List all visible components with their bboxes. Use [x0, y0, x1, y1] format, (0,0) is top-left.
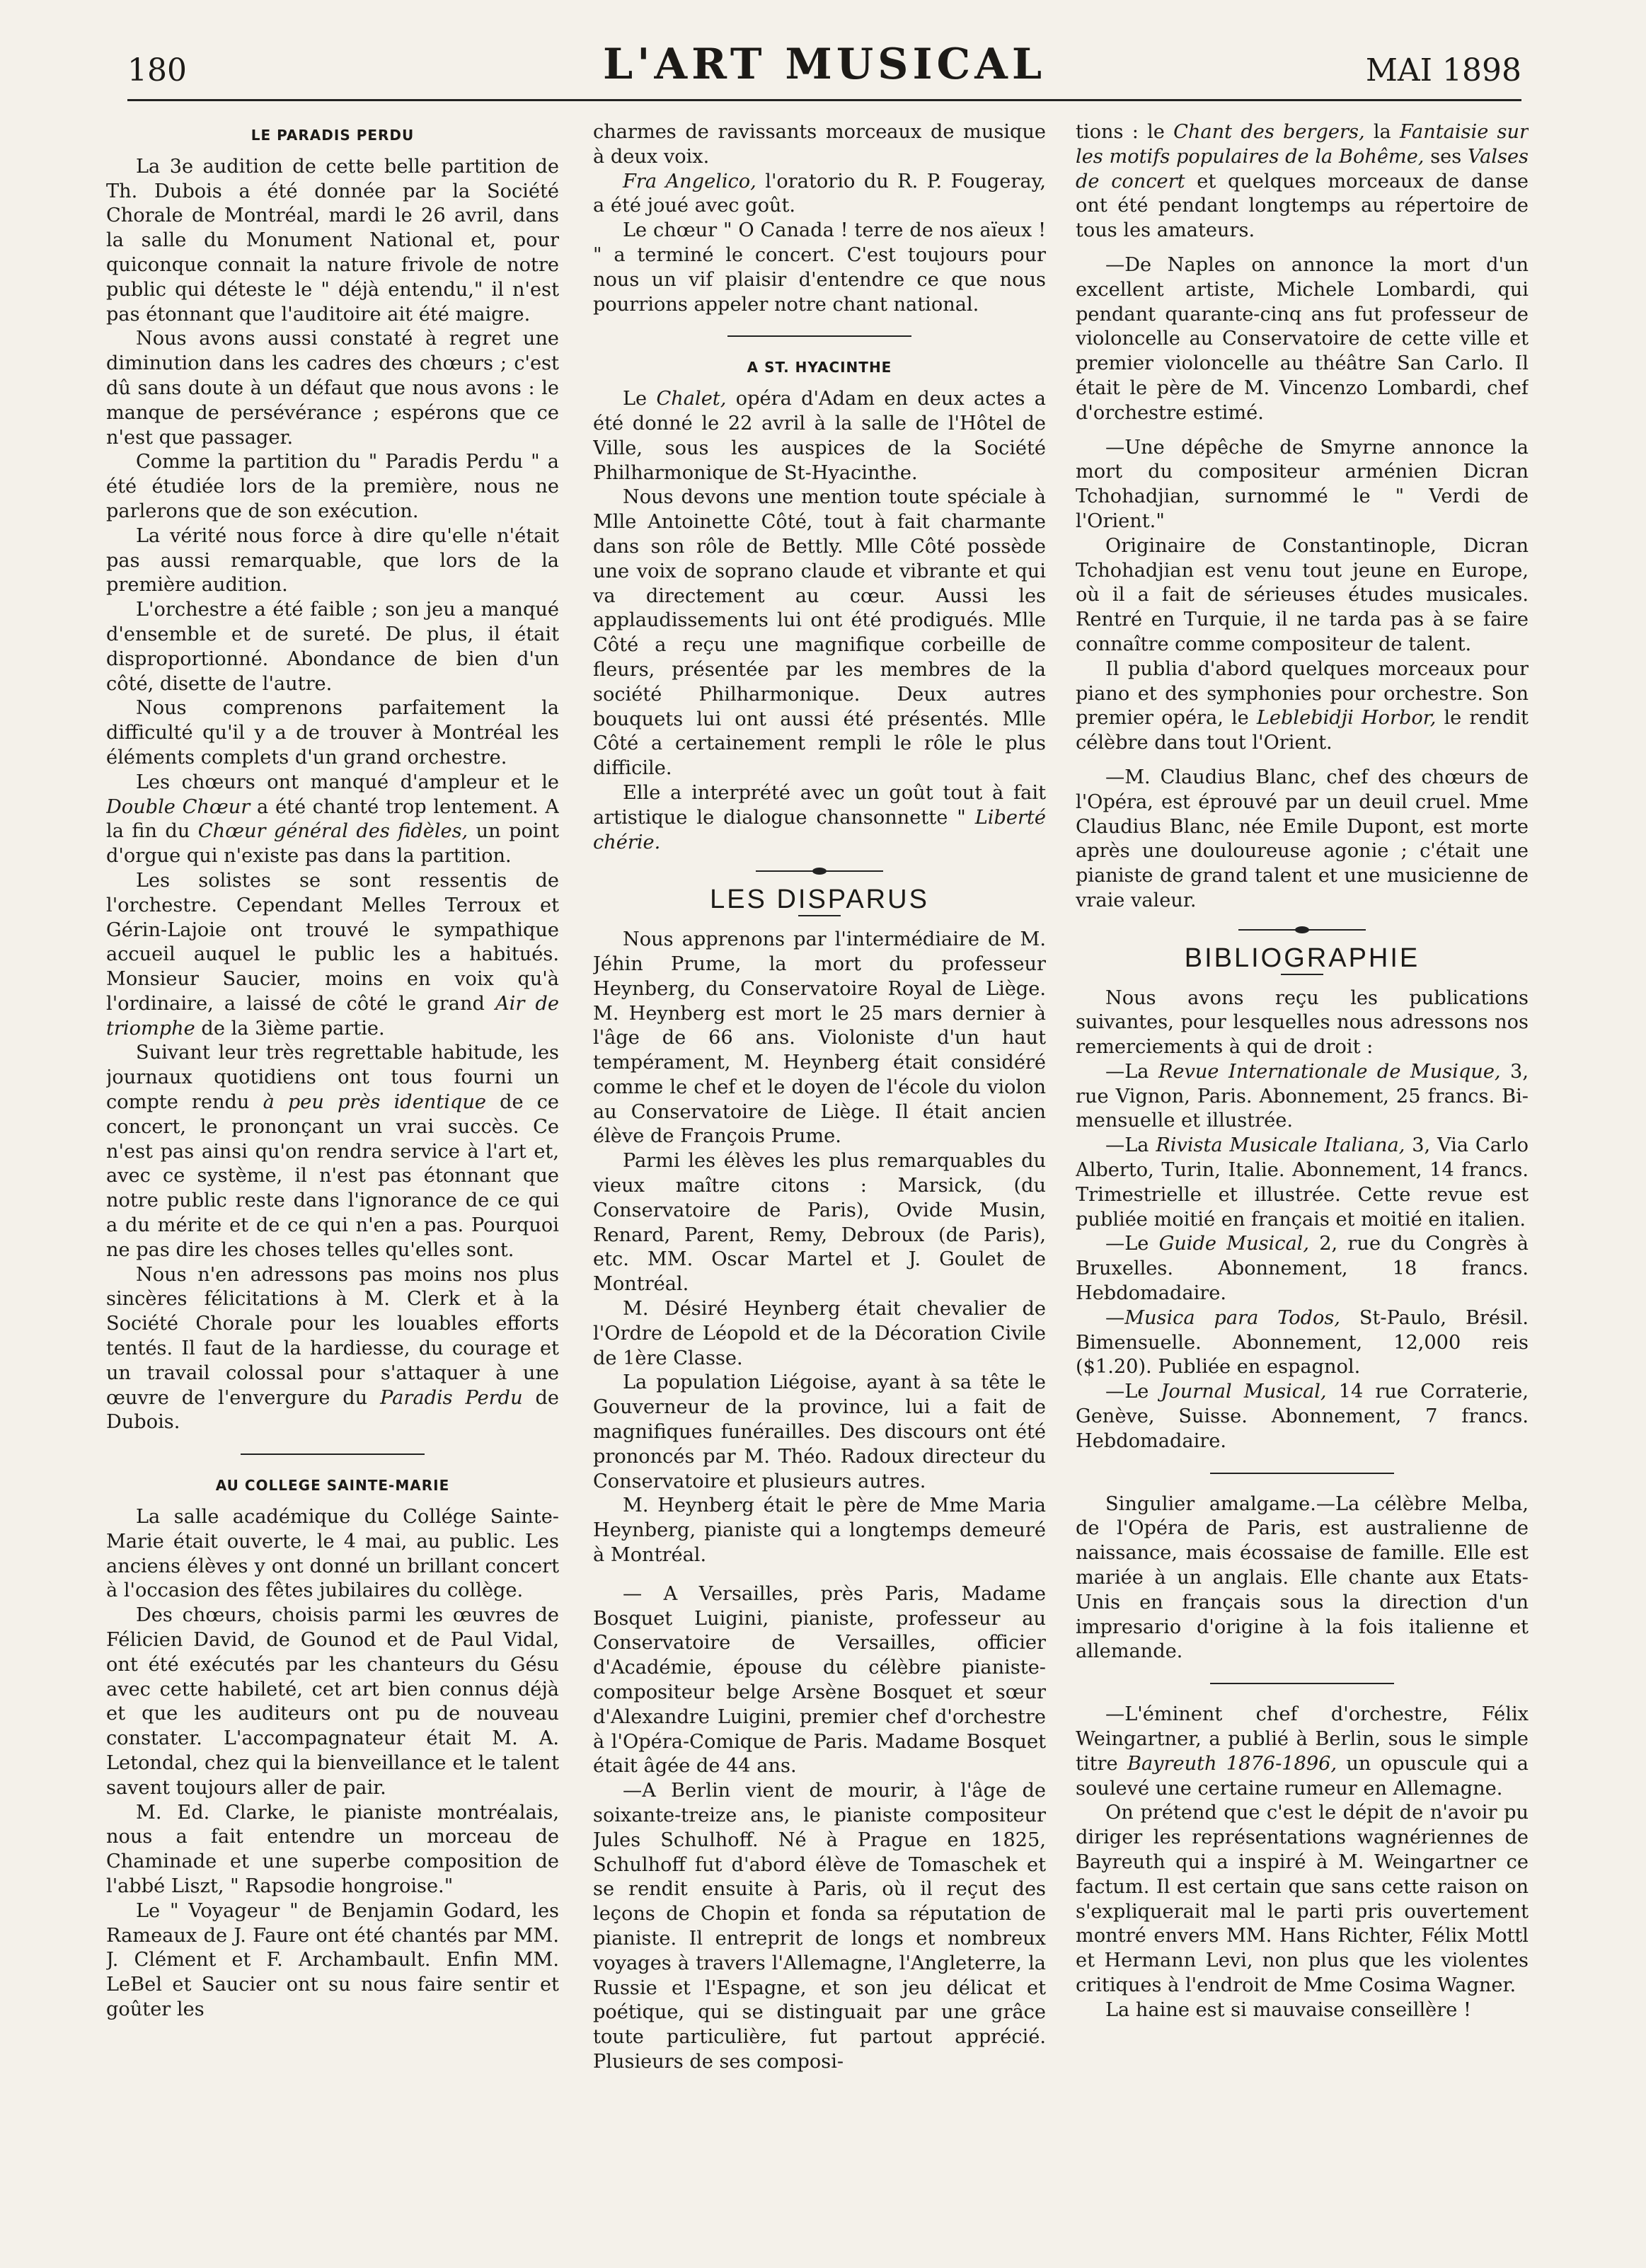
italic-run: Chant des bergers,: [1173, 121, 1365, 143]
paragraph: [593, 170, 1046, 219]
text-run: Les solistes se sont ressentis de l'orchestre. Cependant Melles Terroux et Gérin-Lajoie ont trouvé le sympathique accueil auquel le public les a habitués. Monsieur Saucier, moins en voix qu'à l'ordinaire, a laissé de côté le grand: [106, 869, 559, 1015]
text-run: Les chœurs ont manqué d'ampleur et le: [136, 771, 559, 793]
section-title-paradis-perdu: LE PARADIS PERDU: [251, 127, 415, 144]
italic-run: à peu près identique: [263, 1091, 486, 1114]
section-title-college-sainte-marie: AU COLLEGE SAINTE-MARIE: [215, 1477, 450, 1495]
italic-run: Double Chœur: [106, 795, 251, 818]
page-header: [127, 40, 1521, 103]
text-run: —L'éminent chef d'orchestre, Félix Weingartner, a publié à Berlin, sous le simple titre: [1076, 1703, 1529, 1775]
paragraph: [1076, 1060, 1529, 1134]
italic-run: Guide Musical,: [1158, 1233, 1310, 1255]
text-run: 3, rue Vignon, Paris. Abonnement, 25 francs. Bi-mensuelle et illustrée.: [1076, 1060, 1529, 1132]
paragraph: Nous devons une mention toute spéciale à Mlle Antoinette Côté, tout à fait charmante dans son rôle de Bettly. Mlle Côté possède une voix de soprano claude et vibrante et qui va directement au cœur. Aussi les applaudissements lui ont été prodigués. Mlle Côté a reçu une magnifique corbeille de fleurs, présentée par les membres de la société Philharmonique. Deux autres bouquets lui ont aussi été présentés. Mlle Côté a certainement rempli le rôle le plus difficile.: [593, 486, 1046, 780]
text-run: un point d'orgue qui n'existe pas dans la partition.: [106, 820, 559, 868]
column-2: [593, 120, 1046, 2236]
italic-run: Air de triomphe: [106, 992, 559, 1040]
paragraph: Comme la partition du " Paradis Perdu " a été étudiée lors de la première, nous ne parlerons que de son exécution.: [106, 451, 559, 522]
italic-run: Fra Angelico,: [623, 170, 756, 192]
text-run: le rendit célèbre dans tout l'Orient.: [1076, 707, 1529, 754]
paragraph: Le " Voyageur " de Benjamin Godard, les Rameaux de J. Faure ont été chantés par MM. J. Clément et F. Archambault. Enfin MM. LeBel et Saucier ont su nous faire sentir et goûter les: [106, 1899, 559, 2020]
text-run: ses: [1424, 145, 1468, 168]
paragraph: —M. Claudius Blanc, chef des chœurs de l'Opéra, est éprouvé par un deuil cruel. Mme Claudius Blanc, née Emile Dupont, est morte après une douloureuse agonie ; c'était une pianiste de grand talent et une musicienne de vraie valeur.: [1076, 766, 1529, 911]
paragraph: M. Ed. Clarke, le pianiste montréalais, nous a fait entendre un morceau de Chaminade et une superbe composition de l'abbé Liszt, " Rapsodie hongroise.": [106, 1801, 559, 1897]
italic-run: Leblebidji Horbor,: [1256, 707, 1437, 730]
paragraph: [1076, 120, 1529, 243]
paragraph: L'orchestre a été faible ; son jeu a manqué d'ensemble et de sureté. De plus, il était disproportionné. Abondance de bien d'un côté, disette de l'autre.: [106, 599, 559, 695]
paragraph: Nous avons aussi constaté à regret une diminution dans les cadres des chœurs ; c'est dû sans doute à un défaut que nous avons : le manque de persévérance ; espérons que ce n'est que passager.: [106, 328, 559, 449]
paragraph: charmes de ravissants morceaux de musique à deux voix.: [593, 121, 1046, 168]
paragraph: Nous avons reçu les publications suivantes, pour lesquelles nous adressons nos remerciements à qui de droit :: [1076, 986, 1529, 1059]
issue-date: MAI 1898: [1365, 52, 1521, 88]
paragraph: [1076, 657, 1529, 756]
text-run: Il publia d'abord quelques morceaux pour piano et des symphonies pour orchestre. Son premier opéra, le: [1076, 657, 1529, 730]
paragraph: Des chœurs, choisis parmi les œuvres de Félicien David, de Gounod et de Paul Vidal, ont été exécutés par les chanteurs du Gésu avec cette habileté, cet art bien connus déjà et que les auditeurs ont pu de nouveau constater. L'accompagnateur était M. A. Letondal, chez qui la bienveillance et le talent savent toujours aller de pair.: [106, 1604, 559, 1799]
paragraph: [1076, 1380, 1529, 1454]
italic-run: Liberté chérie.: [593, 806, 1046, 853]
text-run: tions : le: [1076, 121, 1174, 143]
paragraph: La population Liégoise, ayant à sa tête le Gouverneur de la province, lui a fait de magnifiques funérailles. Des discours ont été prononcés par M. Théo. Radoux directeur du Conservatoire et plusieurs autres.: [593, 1371, 1046, 1492]
text-run: la: [1364, 121, 1400, 143]
paragraph: [1076, 1703, 1529, 1801]
paragraph: [106, 869, 559, 1042]
section-divider: [727, 335, 911, 337]
section-divider: [1210, 1683, 1394, 1684]
text-run: de ce concert, le prononçant un vrai succès. Ce n'est pas ainsi qu'on rendra service à l'art et, avec ce système, il n'est pas étonnant que notre public reste dans l'ignorance de ce qui a du mérite et de ce qui n'en a pas. Pourquoi ne pas dire les choses telles qu'elles sont.: [106, 1091, 559, 1261]
paragraph: La 3e audition de cette belle partition de Th. Dubois a été donnée par la Société Chorale de Montréal, mardi le 26 avril, dans la salle du Monument National et, pour quiconque connait la nature frivole de notre public qui déteste le " déjà entendu," il n'est pas étonnant que l'auditoire ait été maigre.: [106, 155, 559, 326]
italic-run: Fantaisie sur les motifs populaires de la Bohême,: [1076, 121, 1529, 168]
paragraph: [1076, 1134, 1529, 1232]
text-run: —La: [1105, 1134, 1156, 1157]
text-run: 3, Via Carlo Alberto, Turin, Italie. Abonnement, 14 francs. Trimestrielle et illustrée. Cette revue est publiée moitié en français et moitié en italien.: [1076, 1134, 1529, 1231]
paragraph: Singulier amalgame.—La célèbre Melba, de l'Opéra de Paris, est australienne de naissance, mais écossaise de famille. Elle est mariée à un anglais. Elle chante aux Etats-Unis en français sous la direction d'un impresario d'origine à la fois italienne et allemande.: [1076, 1492, 1529, 1663]
section-title-st-hyacinthe: A ST. HYACINTHE: [747, 359, 892, 376]
paragraph: La salle académique du Collége Sainte-Marie était ouverte, le 4 mai, au public. Les anciens élèves y ont donné un brillant concert à l'occasion des fêtes jubilaires du collège.: [106, 1506, 559, 1602]
text-run: un opuscule qui a soulevé une certaine rumeur en Allemagne.: [1076, 1752, 1529, 1800]
paragraph: [593, 781, 1046, 855]
text-run: Nous n'en adressons pas moins nos plus sincères félicitations à M. Clerk et à la Société Chorale pour les louables efforts tentés. Il faut de la hardiesse, du courage et un travail colossal pour s'attaquer à une œuvre de l'envergure du: [106, 1263, 559, 1409]
text-run: l'oratorio du R. P. Fougeray, a été joué avec goût.: [593, 170, 1046, 217]
text-run: de la 3ième partie.: [195, 1017, 385, 1040]
paragraph: Nous apprenons par l'intermédiaire de M. Jéhin Prume, la mort du professeur Heynberg, du Conservatoire Royal de Liège. M. Heynberg est mort le 25 mars dernier à l'âge de 66 ans. Violoniste d'un haut tempérament, M. Heynberg était considéré comme le chef et le doyen de l'école du violon au Conservatoire de Liège. Il était ancien élève de François Prume.: [593, 928, 1046, 1148]
paragraph: — A Versailles, près Paris, Madame Bosquet Luigini, pianiste, professeur au Conservatoire de Versailles, officier d'Académie, épouse du célèbre pianiste-compositeur belge Arsène Bosquet et sœur d'Alexandre Luigini, premier chef d'orchestre à l'Opéra-Comique de Paris. Madame Bosquet était âgée de 44 ans.: [593, 1582, 1046, 1778]
paragraph: La haine est si mauvaise conseillère !: [1105, 1998, 1471, 2021]
text-run: —: [1105, 1306, 1125, 1329]
title-underline: [1281, 974, 1323, 975]
text-run: Le: [623, 388, 657, 410]
paragraph: M. Heynberg était le père de Mme Maria Heynberg, pianiste qui a longtemps demeuré à Montréal.: [593, 1495, 1046, 1567]
ornamental-divider: [1238, 929, 1366, 931]
section-title-les-disparus: LES DISPARUS: [710, 885, 929, 915]
text-run: et quelques morceaux de danse ont été pendant longtemps au répertoire de tous les amateurs.: [1076, 170, 1529, 242]
title-underline: [798, 915, 841, 916]
section-divider: [241, 1454, 425, 1455]
italic-run: Rivista Musicale Italiana,: [1156, 1134, 1405, 1157]
paragraph: Originaire de Constantinople, Dicran Tchohadjian est venu tout jeune en Europe, où il a fait de sérieuses études musicales. Rentré en Turquie, il ne tarda pas à se faire connaître comme compositeur de talent.: [1076, 534, 1529, 655]
text-run: Suivant leur très regrettable habitude, les journaux quotidiens ont tous fourni un compte rendu: [106, 1042, 559, 1114]
paragraph: [1076, 1306, 1529, 1380]
text-run: St-Paulo, Brésil. Bimensuelle. Abonnement, 12,000 reis ($1.20). Publiée en espagnol.: [1076, 1306, 1529, 1378]
italic-run: Journal Musical,: [1161, 1381, 1327, 1403]
italic-run: Paradis Perdu: [380, 1386, 523, 1409]
text-run: 2, rue du Congrès à Bruxelles. Abonnement, 18 francs. Hebdomadaire.: [1076, 1233, 1529, 1305]
text-run: opéra d'Adam en deux actes a été donné le 22 avril à la salle de l'Hôtel de Ville, sous les auspices de la Société Philharmonique de St-Hyacinthe.: [593, 388, 1046, 484]
paragraph: —A Berlin vient de mourir, à l'âge de soixante-treize ans, le pianiste compositeur Jules Schulhoff. Né à Prague en 1825, Schulhoff fut d'abord élève de Tomaschek et se rendit ensuite à Paris, où il reçut des leçons de Chopin et fonda sa réputation de pianiste. Il entreprit de longs et nombreux voyages à travers l'Allemagne, l'Angleterre, la Russie et l'Espagne, et son jeu délicat et poétique, qui se distinguait par une grâce toute particulière, fut partout apprécié. Plusieurs de ses composi-: [593, 1780, 1046, 2073]
italic-run: Chalet,: [656, 388, 727, 410]
paragraph: [593, 387, 1046, 485]
paragraph: [106, 1041, 559, 1262]
paragraph: La vérité nous force à dire qu'elle n'était pas aussi remarquable, que lors de la première audition.: [106, 524, 559, 597]
italic-run: Musica para Todos,: [1124, 1306, 1340, 1329]
text-run: Elle a interprété avec un goût tout à fait artistique le dialogue chansonnette ": [593, 781, 1046, 829]
paragraph: On prétend que c'est le dépit de n'avoir pu diriger les représentations wagnériennes de Bayreuth qui a inspiré à M. Weingartner ce factum. Il est certain que sans cette raison on s'expliquerait mal le parti pris ouvertement montré envers MM. Hans Richter, Félix Mottl et Hermann Levi, non plus que les violentes critiques à l'endroit de Mme Cosima Wagner.: [1076, 1802, 1529, 1996]
text-run: —Le: [1105, 1381, 1161, 1403]
paragraph: [106, 1263, 559, 1436]
paragraph: [106, 771, 559, 869]
paragraph: [1076, 1232, 1529, 1306]
section-divider: [1210, 1473, 1394, 1474]
column-3: [1076, 120, 1529, 2236]
text-run: —Le: [1105, 1233, 1159, 1255]
header-rule: [127, 99, 1521, 101]
text-run: 14 rue Corraterie, Genève, Suisse. Abonnement, 7 francs. Hebdomadaire.: [1076, 1381, 1529, 1452]
ornamental-divider: [756, 870, 883, 872]
italic-run: Bayreuth 1876-1896,: [1127, 1752, 1337, 1775]
page-number: 180: [127, 52, 187, 88]
italic-run: Revue Internationale de Musique,: [1158, 1060, 1501, 1083]
paragraph: —Une dépêche de Smyrne annonce la mort du compositeur arménien Dicran Tchohadjian, surnommé le " Verdi de l'Orient.": [1076, 436, 1529, 532]
text-run: a été chanté trop lentement. A la fin du: [106, 795, 559, 843]
paragraph: Parmi les élèves les plus remarquables du vieux maître citons : Marsick, (du Conservatoire de Paris), Ovide Musin, Renard, Parent, Remy, Debroux (de Paris), etc. MM. Oscar Martel et J. Goulet de Montréal.: [593, 1150, 1046, 1296]
section-title-bibliographie: BIBLIOGRAPHIE: [1184, 943, 1420, 973]
paragraph: —De Naples on annonce la mort d'un excellent artiste, Michele Lombardi, qui pendant quarante-cinq ans fut professeur de violoncelle au Conservatoire de cette ville et premier violoncelle au théâtre San Carlo. Il était le père de M. Vincenzo Lombardi, chef d'orchestre estimé.: [1076, 253, 1529, 424]
text-run: —La: [1105, 1060, 1158, 1083]
column-1: [106, 120, 559, 2236]
text-run: de Dubois.: [106, 1386, 559, 1434]
paragraph: M. Désiré Heynberg était chevalier de l'Ordre de Léopold et de la Décoration Civile de 1ère Classe.: [593, 1298, 1046, 1369]
italic-run: Valses de concert: [1076, 145, 1529, 192]
italic-run: Chœur général des fidèles,: [197, 820, 468, 843]
paragraph: Nous comprenons parfaitement la difficulté qu'il y a de trouver à Montréal les éléments complets d'un grand orchestre.: [106, 697, 559, 769]
masthead-title: L'ART MUSICAL: [602, 40, 1047, 89]
paragraph: Le chœur " O Canada ! terre de nos aïeux ! " a terminé le concert. C'est toujours pour nous un vif plaisir d'entendre ce que nous pourrions appeler notre chant national.: [593, 219, 1046, 316]
